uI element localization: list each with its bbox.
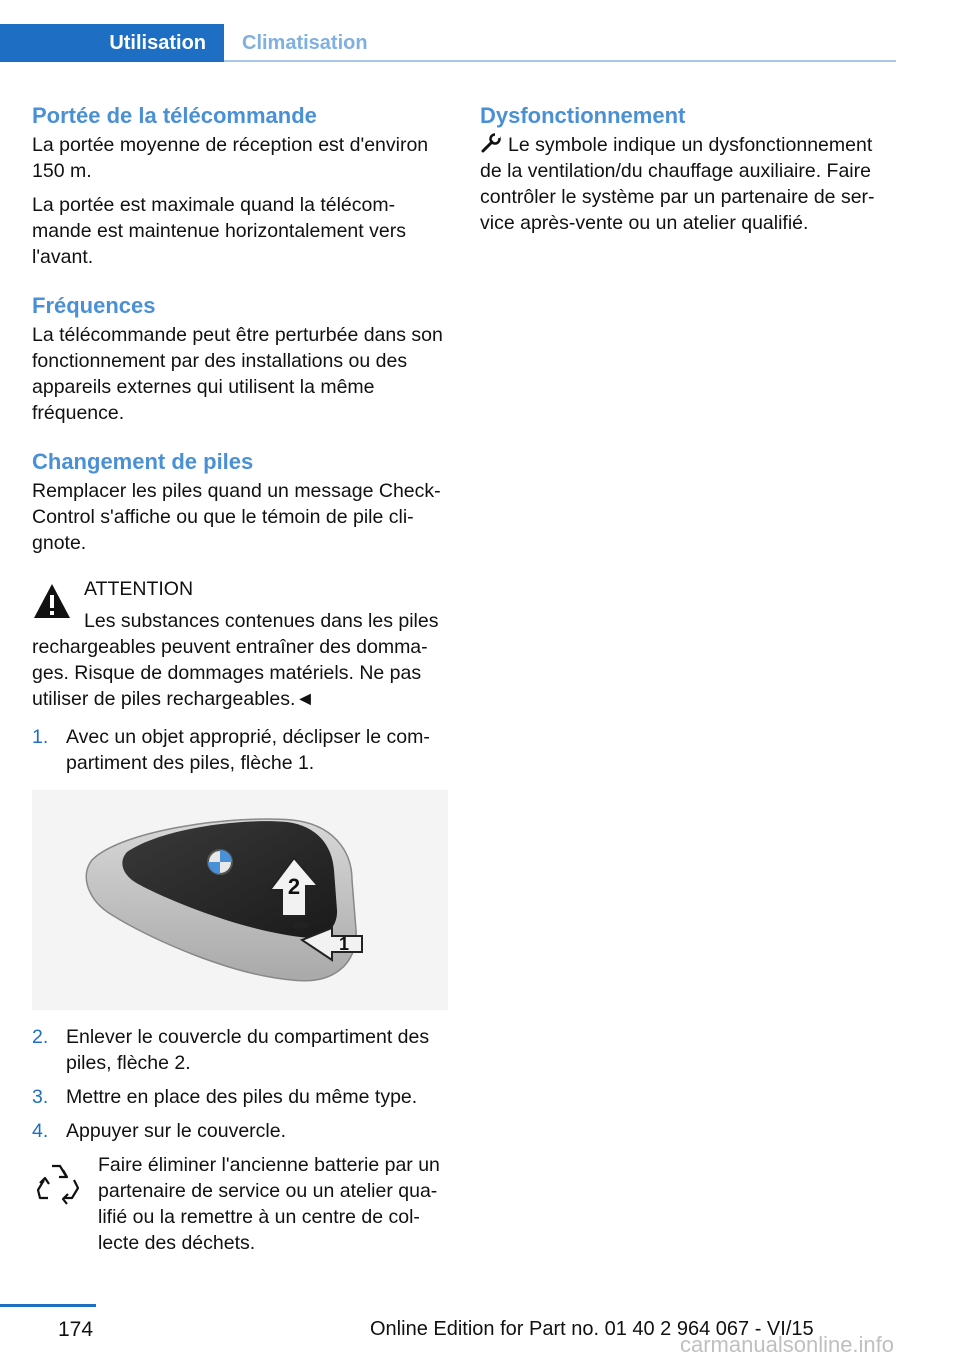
list-item: 4. Appuyer sur le couvercle. — [32, 1120, 287, 1142]
footer-accent-line — [0, 1304, 96, 1307]
arrow-label-1: 1 — [338, 934, 350, 954]
warning-text: Les substances contenues dans les piles rechargeables peuvent entraîner des dommages. Risque de dommages matériels. Ne pas utiliser de piles rechargeables.◄ — [32, 610, 439, 710]
right-column — [480, 100, 896, 236]
warning-heading: ATTENTION — [84, 578, 194, 600]
section-title-portee: Portée de la télécommande — [32, 103, 317, 128]
list-item: 3. Mettre en place des piles du même type. — [32, 1086, 418, 1108]
warning-triangle-icon — [32, 582, 72, 620]
paragraph: Le symbole indique un dysfonctionnement de la ventilation/du chauffage auxiliaire. Faire contrôler le système par un partenaire de service après-vente ou un atelier qualifié. — [480, 134, 875, 234]
section-title-dysfonctionnement: Dysfonctionnement — [480, 103, 686, 128]
tab-utilisation[interactable]: Utilisation — [0, 24, 224, 62]
paragraph: La télécommande peut être perturbée dans son fonctionnement par des installations ou des appareils externes qui utilisent la même fréquence. — [32, 324, 443, 424]
tab-climatisation[interactable]: Climatisation — [242, 31, 368, 54]
paragraph: Remplacer les piles quand un message Check-Control s'affiche ou que le témoin de pile clignote. — [32, 480, 441, 554]
steps-list — [32, 724, 448, 776]
recycle-text: Faire éliminer l'ancienne batterie par un partenaire de service ou un atelier qualifié ou la remettre à un centre de collecte des déchets. — [98, 1154, 440, 1254]
list-item: 2. Enlever le couvercle du compartiment des piles, flèche 2. — [32, 1026, 430, 1074]
page-number: 174 — [58, 1318, 94, 1341]
paragraph: La portée moyenne de réception est d'environ 150 m. — [32, 134, 429, 182]
list-item: 1. Avec un objet approprié, déclipser le compartiment des piles, flèche 1. — [32, 726, 430, 774]
paragraph: La portée est maximale quand la télécommande est maintenue horizontalement vers l'avant. — [32, 194, 406, 268]
section-title-frequences: Fréquences — [32, 293, 156, 318]
edition-text: Online Edition for Part no. 01 40 2 964 067 - VI/15 — [370, 1318, 814, 1340]
warning-block — [32, 576, 448, 712]
recycling-note — [32, 1152, 448, 1256]
top-navigation — [0, 0, 960, 62]
watermark: carmanualsonline.info — [680, 1332, 895, 1357]
steps-list — [32, 1024, 448, 1144]
arrow-label-2: 2 — [287, 874, 301, 899]
section-title-changement-piles: Changement de piles — [32, 449, 254, 474]
left-column — [32, 100, 448, 1256]
key-fob-image — [32, 790, 448, 1010]
header-divider — [224, 60, 896, 62]
wrench-icon — [480, 133, 502, 153]
remote-key-illustration — [32, 790, 448, 1010]
recycle-icon — [34, 1158, 84, 1208]
